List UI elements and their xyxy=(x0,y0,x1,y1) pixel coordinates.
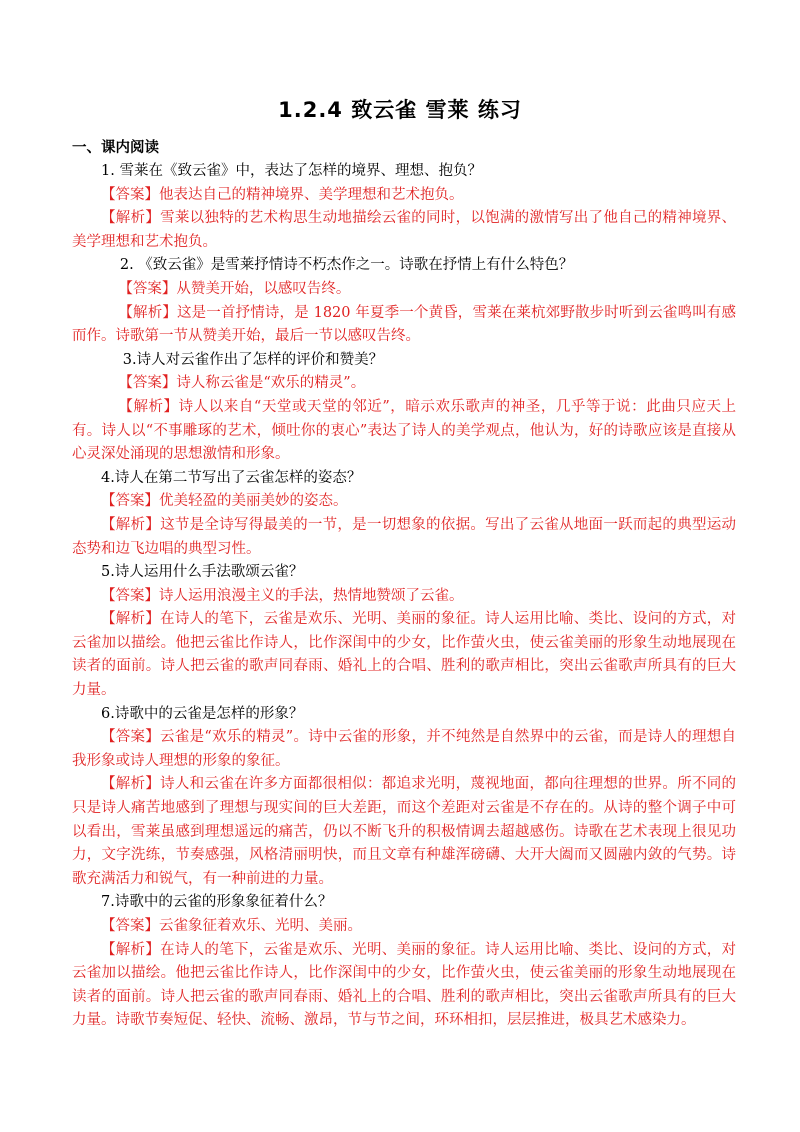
analysis-tag: 【解析】 xyxy=(118,304,177,321)
question-text: 2. 《致云雀》是雪莱抒情诗不朽杰作之一。诗歌在抒情上有什么特色？ xyxy=(119,257,574,274)
answer-text: 从赞美开始，以感叹告终。 xyxy=(176,280,351,297)
exercise-list xyxy=(72,160,736,1033)
analysis-paragraph xyxy=(72,302,736,349)
analysis-paragraph xyxy=(72,939,736,1033)
question-text: 5.诗人运用什么手法歌颂云雀？ xyxy=(101,564,304,581)
analysis-tag: 【解析】 xyxy=(101,776,161,793)
analysis-tag: 【解析】 xyxy=(101,210,161,227)
answer-paragraph xyxy=(72,726,736,773)
answer-tag: 【答案】 xyxy=(101,186,159,203)
analysis-tag: 【解析】 xyxy=(101,941,161,958)
answer-paragraph xyxy=(72,585,736,609)
analysis-paragraph xyxy=(72,396,736,467)
analysis-paragraph xyxy=(72,773,736,891)
analysis-tag: 【解析】 xyxy=(101,516,161,533)
answer-text: 云雀是“欢乐的精灵”。诗中云雀的形象，并不纯然是自然界中的云雀，而是诗人的理想自我形象或诗人理想的形象的象征。 xyxy=(72,729,737,769)
answer-tag: 【答案】 xyxy=(101,587,159,604)
analysis-tag: 【解析】 xyxy=(101,611,161,628)
analysis-paragraph xyxy=(72,608,736,702)
answer-paragraph xyxy=(72,915,736,939)
answer-text: 优美轻盈的美丽美妙的姿态。 xyxy=(159,493,348,510)
analysis-text: 这是一首抒情诗，是 1820 年夏季一个黄昏，雪莱在莱杭郊野散步时听到云雀鸣叫有感而作。诗歌第一节从赞美开始，最后一节以感叹告终。 xyxy=(72,304,737,345)
answer-text: 诗人称云雀是“欢乐的精灵”。 xyxy=(176,375,366,392)
analysis-text: 在诗人的笔下，云雀是欢乐、光明、美丽的象征。诗人运用比喻、类比、设问的方式，对云雀加以描绘。他把云雀比作诗人，比作深闺中的少女，比作萤火虫，使云雀美丽的形象生动地展现在读者的面前。诗人把云雀的歌声同春雨、婚礼上的合唱、胜利的歌声相比，突出云雀歌声所具有的巨大力量。 xyxy=(72,611,737,699)
analysis-paragraph xyxy=(72,514,736,561)
exercise-item xyxy=(72,254,736,348)
answer-tag: 【答案】 xyxy=(118,375,177,392)
exercise-item xyxy=(72,561,736,703)
page-title: 1.2.4 致云雀 雪莱 练习 xyxy=(278,98,522,122)
answer-tag: 【答案】 xyxy=(101,729,161,746)
exercise-item xyxy=(72,703,736,892)
section-heading: 一、课内阅读 xyxy=(72,140,159,156)
analysis-tag: 【解析】 xyxy=(118,398,179,415)
answer-tag: 【答案】 xyxy=(101,918,159,934)
analysis-text: 在诗人的笔下，云雀是欢乐、光明、美丽的象征。诗人运用比喻、类比、设问的方式，对云雀加以描绘。他把云雀比作诗人，比作深闺中的少女，比作萤火虫，使云雀美丽的形象生动地展现在读者的面前。诗人把云雀的歌声同春雨、婚礼上的合唱、胜利的歌声相比，突出云雀歌声所具有的巨大力量。诗歌节奏短促、轻快、流畅、激昂，节与节之间，环环相扣，层层推进，极具艺术感染力。 xyxy=(72,941,737,1029)
answer-text: 他表达自己的精神境界、美学理想和艺术抱负。 xyxy=(159,186,464,203)
answer-paragraph xyxy=(72,372,736,396)
answer-text: 云雀象征着欢乐、光明、美丽。 xyxy=(159,918,362,934)
analysis-text: 诗人以来自“天堂或天堂的邻近”，暗示欢乐歌声的神圣，几乎等于说：此曲只应天上有。诗人以“不事雕琢的艺术，倾吐你的衷心”表达了诗人的美学观点，他认为，好的诗歌应该是直接从心灵深处涌现的思想激情和形象。 xyxy=(72,398,737,463)
exercise-item xyxy=(72,349,736,467)
answer-paragraph xyxy=(72,490,736,514)
exercise-item xyxy=(72,891,736,1033)
question-text: 3.诗人对云雀作出了怎样的评价和赞美？ xyxy=(122,351,384,368)
analysis-paragraph xyxy=(72,207,736,254)
answer-tag: 【答案】 xyxy=(101,493,159,510)
exercise-item xyxy=(72,160,736,254)
answer-tag: 【答案】 xyxy=(118,280,177,297)
answer-paragraph xyxy=(72,278,736,302)
question-text: 1. 雪莱在《致云雀》中，表达了怎样的境界、理想、抱负？ xyxy=(101,163,482,179)
answer-paragraph xyxy=(72,184,736,208)
answer-text: 诗人运用浪漫主义的手法，热情地赞颂了云雀。 xyxy=(159,587,464,604)
question-text: 6.诗歌中的云雀是怎样的形象？ xyxy=(101,705,304,722)
exercise-item xyxy=(72,467,736,561)
analysis-text: 雪莱以独特的艺术构思生动地描绘云雀的同时，以饱满的激情写出了他自己的精神境界、美学理想和艺术抱负。 xyxy=(72,210,737,250)
analysis-text: 这节是全诗写得最美的一节，是一切想象的依据。写出了云雀从地面一跃而起的典型运动态势和边飞边唱的典型习性。 xyxy=(72,516,737,557)
analysis-text: 诗人和云雀在许多方面都很相似：都追求光明，蔑视地面，都向往理想的世界。所不同的只是诗人痛苦地感到了理想与现实间的巨大差距，而这个差距对云雀是不存在的。从诗的整个调子中可以看出，雪莱虽感到理想遥远的痛苦，仍以不断飞升的积极情调去超越感伤。诗歌在艺术表现上很见功力，文字洗练，节奏感强，风格清丽明快，而且文章有种雄浑磅礴、大开大阖而又圆融内敛的气势。诗歌充满活力和锐气，有一种前进的力量。 xyxy=(72,776,737,887)
question-text: 7.诗歌中的云雀的形象象征着什么？ xyxy=(101,894,333,911)
question-text: 4.诗人在第二节写出了云雀怎样的姿态？ xyxy=(101,469,362,486)
